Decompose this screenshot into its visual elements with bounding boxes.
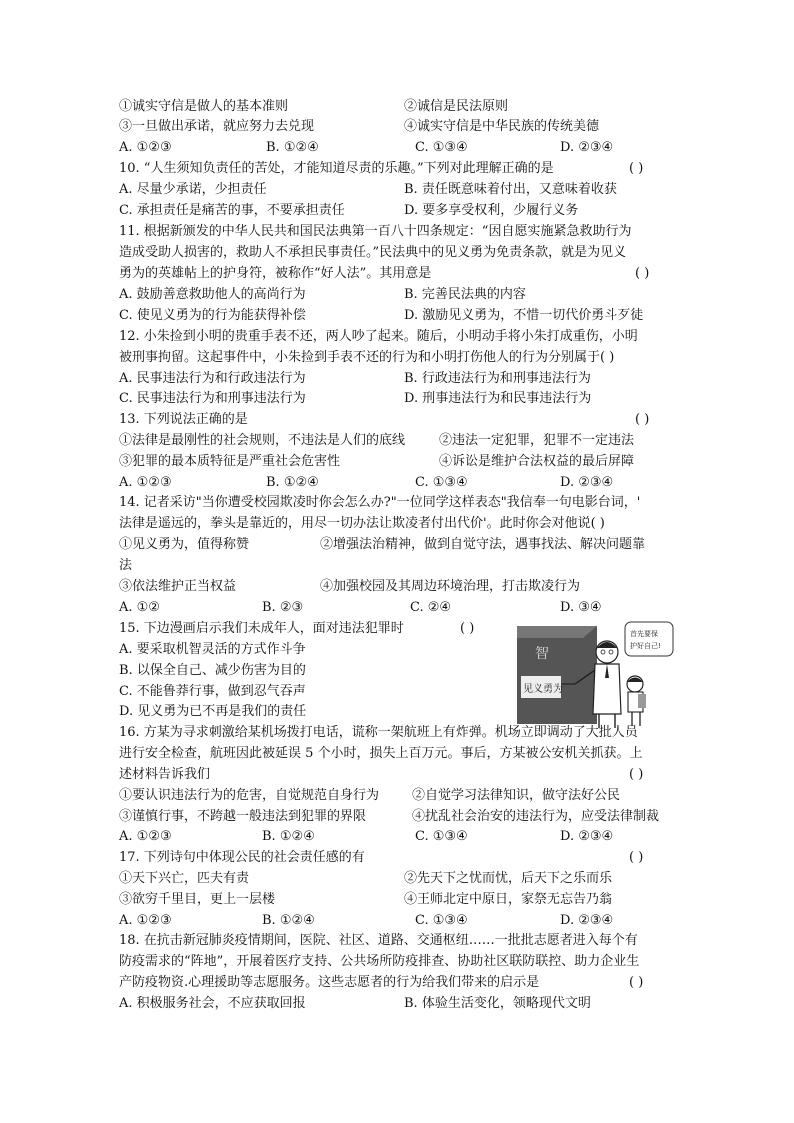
- q12-choice-a: A. 民事违法行为和行政违法行为: [119, 371, 306, 386]
- q18-stem-3: 产防疫物资.心理援助等志愿服务。这些志愿者的行为给我们带来的启示是: [119, 975, 540, 990]
- q17-option-2: ②先天下之忧而忧，后天下之乐而乐: [404, 871, 613, 886]
- q13-option-2: ②违法一定犯罪，犯罪不一定违法: [439, 433, 635, 448]
- q15-choice-d: D. 见义勇为已不再是我们的责任: [119, 704, 307, 719]
- q18-stem-2: 防疫需求的“阵地”，开展着医疗支持、公共场所防疫排查、协助社区联防联控、助力企业生: [119, 954, 640, 969]
- q10-choice-d: D. 要多享受权利，少履行义务: [404, 203, 579, 218]
- q14-stem-1: 14. 记者采访"当你遭受校园欺凌时你会怎么办?"一位同学这样表态"我信奉一句电影台词，': [119, 495, 641, 510]
- q16-option-3: ③谨慎行事，不跨越一般违法到犯罪的界限: [119, 809, 367, 824]
- q15-stem: 15. 下边漫画启示我们未成年人，面对违法犯罪时: [119, 621, 404, 636]
- q9-choice-b: B. ①②④: [266, 140, 319, 155]
- q13-option-1: ①法律是最刚性的社会规则，不违法是人们的底线: [119, 433, 406, 448]
- q17-choice-b: B. ①②④: [262, 913, 315, 928]
- q17-option-1: ①天下兴亡，匹夫有责: [119, 871, 250, 886]
- q14-option-4: ④加强校园及其周边环境治理，打击欺凌行为: [320, 579, 581, 594]
- q12-stem-1: 12. 小朱捡到小明的贵重手表不还，两人吵了起来。随后，小明动手将小朱打成重伤，小明: [119, 329, 638, 344]
- speech-bubble-text-2: 护好自己!: [630, 642, 661, 650]
- q14-choice-c: C. ②④: [410, 600, 452, 615]
- q9-option-2: ②诚信是民法原则: [404, 99, 509, 114]
- speech-bubble: [625, 622, 673, 656]
- q9-option-3: ③一旦做出承诺，就应努力去兑现: [119, 119, 315, 134]
- q18-answer-paren: ( ): [629, 975, 644, 990]
- q14-option-3: ③依法维护正当权益: [119, 579, 237, 594]
- q14-choice-d: D. ③④: [560, 600, 602, 615]
- q18-stem-1: 18. 在抗击新冠肺炎疫情期间，医院、社区、道路、交通枢纽……一批批志愿者进入每个有: [119, 933, 638, 948]
- q11-choice-a: A. 鼓励善意救助他人的高尚行为: [119, 287, 306, 302]
- cartoon-board-text: 见义勇为: [523, 684, 563, 695]
- q16-option-1: ①要认识违法行为的危害，自觉规范自身行为: [119, 788, 380, 803]
- q13-answer-paren: ( ): [635, 412, 650, 427]
- q11-answer-paren: ( ): [635, 266, 650, 281]
- q18-choice-b: B. 体验生活变化，领略现代文明: [404, 996, 591, 1011]
- q17-option-3: ③欲穷千里目，更上一层楼: [119, 892, 276, 907]
- q16-option-4: ④扰乱社会治安的违法行为，应受法律制裁: [412, 809, 660, 824]
- q16-choice-a: A. ①②③: [119, 829, 172, 844]
- q12-stem-2: 被刑事拘留。这起事件中，小朱捡到手表不还的行为和小明打伤他人的行为分别属于( ): [119, 350, 615, 365]
- q9-choice-d: D. ②③④: [560, 140, 614, 155]
- q11-stem-1: 11. 根据新颁发的中华人民共和国民法典第一百八十四条规定：“因自愿实施紧急救助行为: [119, 224, 632, 239]
- q13-choice-a: A. ①②③: [119, 475, 172, 490]
- q12-choice-b: B. 行政违法行为和刑事违法行为: [404, 371, 591, 386]
- q13-choice-c: C. ①③④: [415, 475, 468, 490]
- q10-answer-paren: ( ): [629, 161, 644, 176]
- q16-choice-d: D. ②③④: [560, 829, 614, 844]
- q11-choice-c: C. 使见义勇为的行为能获得补偿: [119, 308, 306, 323]
- q15-choice-b: B. 以保全自己、减少伤害为目的: [119, 663, 306, 678]
- q18-choice-a: A. 积极服务社会，不应获取回报: [119, 996, 306, 1011]
- q17-choice-d: D. ②③④: [560, 913, 614, 928]
- q9-choice-a: A. ①②③: [119, 140, 172, 155]
- q13-option-3: ③犯罪的最本质特征是严重社会危害性: [119, 454, 341, 469]
- q12-choice-c: C. 民事违法行为和刑事违法行为: [119, 391, 306, 406]
- q14-stem-2: 法律是遥远的，拳头是靠近的，用尽一切办法让欺凌者付出代价'。此时你会对他说( ): [119, 516, 605, 531]
- q14-option-1: ①见义勇为，值得称赞: [119, 537, 250, 552]
- cartoon-illustration: [517, 618, 675, 730]
- q17-stem: 17. 下列诗句中体现公民的社会责任感的有: [119, 850, 365, 865]
- q17-choice-a: A. ①②③: [119, 913, 172, 928]
- q16-stem-3: 述材料告诉我们: [119, 767, 211, 782]
- q10-choice-a: A. 尽量少承诺，少担责任: [119, 182, 267, 197]
- q9-option-1: ①诚实守信是做人的基本准则: [119, 99, 289, 114]
- q9-option-4: ④诚实守信是中华民族的传统美德: [404, 119, 600, 134]
- q10-choice-c: C. 承担责任是痛苦的事，不要承担责任: [119, 203, 345, 218]
- q10-stem: 10. “人生须知负责任的苦处，才能知道尽责的乐趣。”下列对此理解正确的是: [119, 161, 554, 176]
- q15-choice-a: A. 要采取机智灵活的方式作斗争: [119, 642, 306, 657]
- q14-choice-b: B. ②③: [262, 600, 304, 615]
- q9-choice-c: C. ①③④: [415, 140, 468, 155]
- cartoon-board-char: 智: [535, 646, 549, 662]
- q17-choice-c: C. ①③④: [415, 913, 468, 928]
- q13-choice-b: B. ①②④: [266, 475, 319, 490]
- q11-choice-d: D. 激励见义勇为，不惜一切代价勇斗歹徒: [404, 308, 644, 323]
- q13-stem: 13. 下列说法正确的是: [119, 412, 248, 427]
- q16-choice-b: B. ①②④: [262, 829, 315, 844]
- q16-option-2: ②自觉学习法律知识，做守法好公民: [412, 788, 621, 803]
- q12-choice-d: D. 刑事违法行为和民事违法行为: [404, 391, 592, 406]
- q16-answer-paren: ( ): [629, 767, 644, 782]
- q11-choice-b: B. 完善民法典的内容: [404, 287, 526, 302]
- q14-option-2: ②增强法治精神，做到自觉守法，遇事找法、解决问题靠: [320, 537, 646, 552]
- q14-choice-a: A. ①②: [119, 600, 160, 615]
- q17-answer-paren: ( ): [629, 850, 644, 865]
- q15-choice-c: C. 不能鲁莽行事，做到忍气吞声: [119, 684, 306, 699]
- q17-option-4: ④王师北定中原日，家祭无忘告乃翁: [404, 892, 613, 907]
- q11-stem-3: 勇为的英雄帖上的护身符，被称作“好人法”。其用意是: [119, 266, 432, 281]
- q16-choice-c: C. ①③④: [415, 829, 468, 844]
- q15-answer-paren: ( ): [460, 621, 475, 636]
- speech-bubble-text-1: 首先要保: [630, 630, 658, 638]
- q13-choice-d: D. ②③④: [560, 475, 614, 490]
- q11-stem-2: 造成受助人损害的，救助人不承担民事责任。”民法典中的见义勇为免责条款，就是为见义: [119, 245, 627, 260]
- q16-stem-2: 进行安全检查，航班因此被延误 5 个小时，损失上百万元。事后，方某被公安机关抓获。上: [119, 746, 643, 761]
- q16-stem-1: 16. 方某为寻求刺激给某机场拨打电话，谎称一架航班上有炸弹。机场立即调动了大批人员: [119, 725, 638, 740]
- cartoon-board: [517, 626, 597, 724]
- q14-option-2-cont: 法: [119, 558, 133, 573]
- q13-option-4: ④诉讼是维护合法权益的最后屏障: [439, 454, 635, 469]
- q10-choice-b: B. 责任既意味着付出，又意味着收获: [404, 182, 617, 197]
